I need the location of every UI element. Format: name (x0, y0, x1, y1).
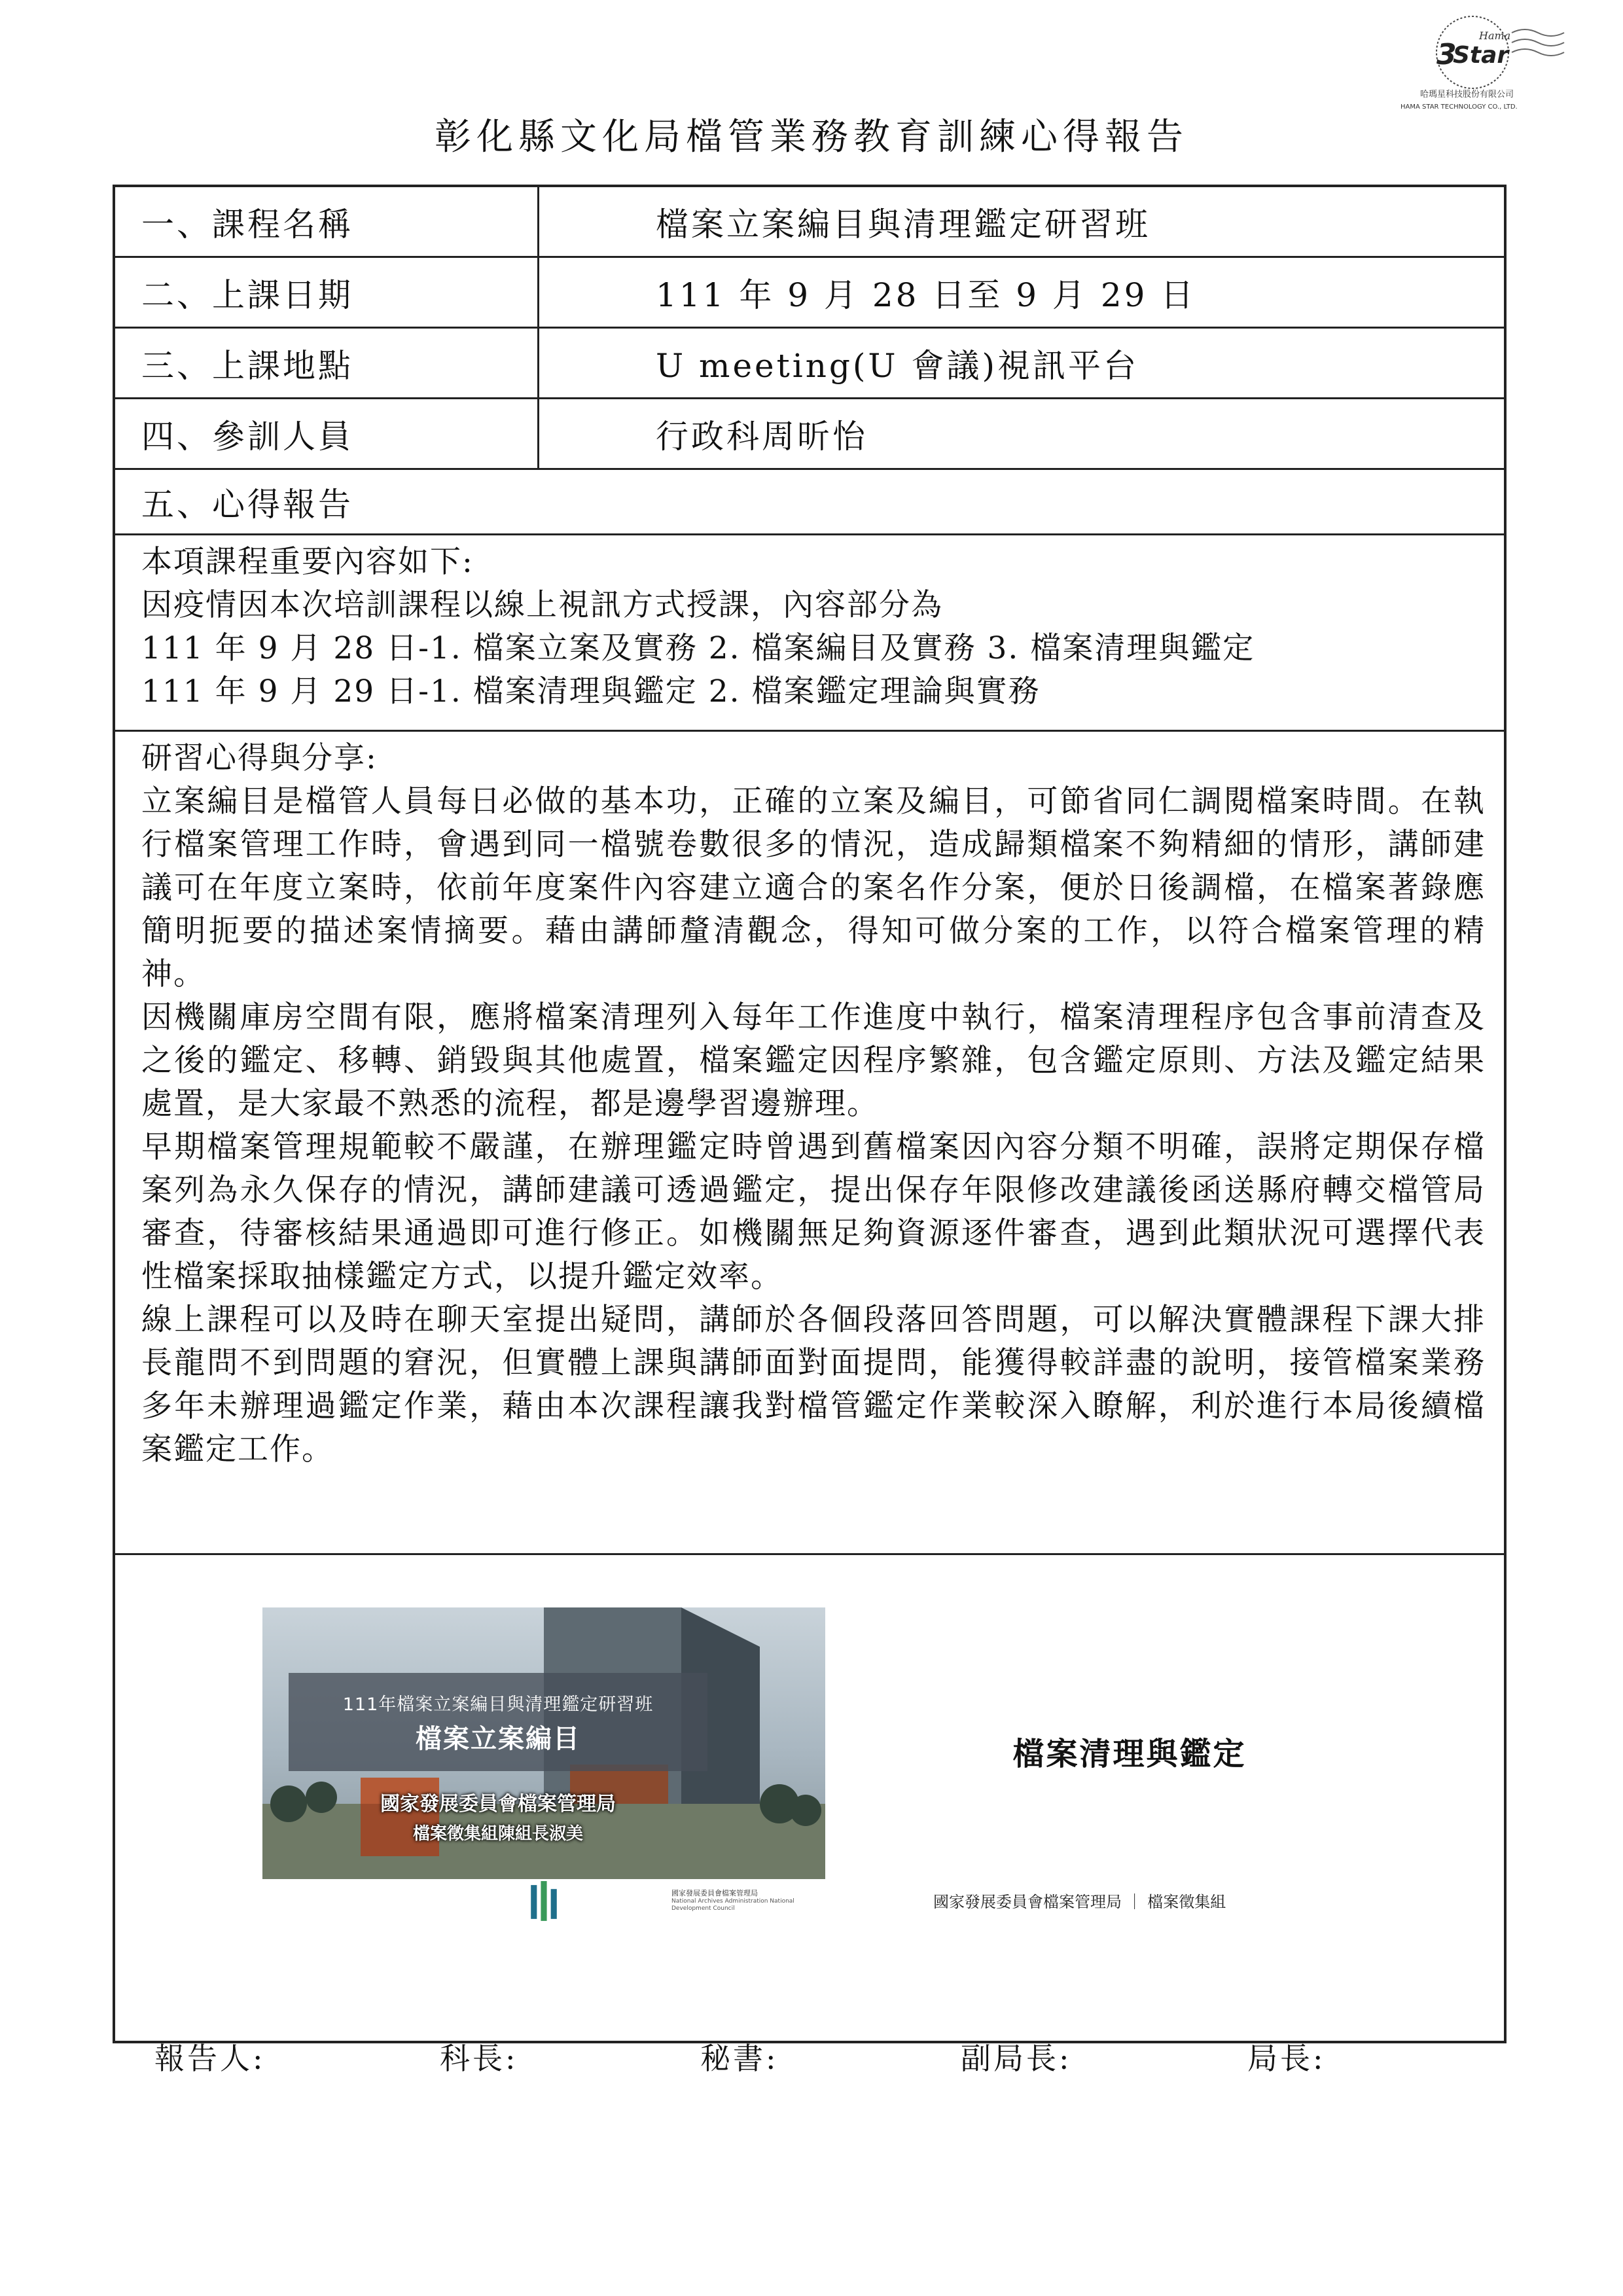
slide-org-line: 國家發展委員會檔案管理局 (380, 1793, 616, 1816)
row-label: 三、上課地點 (141, 346, 353, 385)
signature-line (0, 2029, 1623, 2088)
signature-deputy-director: 副局長: (961, 2041, 1072, 2076)
row-value: 行政科周昕怡 (537, 399, 1504, 468)
content-line: 111 年 9 月 28 日-1. 檔案立案及實務 2. 檔案編目及實務 3. 檔案清理與鑑定 (141, 630, 1255, 666)
slide-org-line: 檔案徵集組陳組長淑美 (412, 1824, 583, 1844)
course-slide-image (262, 1607, 825, 1925)
row-label: 五、心得報告 (141, 485, 353, 524)
signature-secretary: 秘書: (700, 2041, 779, 2076)
participant-row (115, 399, 1504, 470)
signature-section-chief: 科長: (440, 2041, 518, 2076)
row-label: 四、參訓人員 (141, 417, 353, 456)
row-label: 二、上課日期 (141, 276, 353, 314)
svg-text:Star: Star (1453, 42, 1509, 69)
right-panel-title: 檔案清理與鑑定 (1012, 1736, 1247, 1772)
company-stamp (1374, 13, 1584, 118)
content-line: 111 年 9 月 29 日-1. 檔案清理與鑑定 2. 檔案鑑定理論與實務 (141, 673, 1041, 709)
logo-text-en: National Archives Administration National Development Council (671, 1898, 794, 1912)
signature-reporter: 報告人: (154, 2041, 266, 2076)
course-location-row (115, 329, 1504, 399)
row-value: 111 年 9 月 28 日至 9 月 29 日 (537, 258, 1504, 327)
sharing-paragraph: 立案編目是檔管人員每日必做的基本功，正確的立案及編目，可節省同仁調閱檔案時間。在執行檔案管理工作時，會遇到同一檔號卷數很多的情況，造成歸類檔案不夠精細的情形，講師建議可在年度立案時，依前年度案件內容建立適合的案名作分案，便於日後調檔，在檔案著錄應簡明扼要的描述案情摘要。藉由講師釐清觀念，得知可做分案的工作，以符合檔案管理的精神。 (141, 783, 1486, 992)
sharing-heading: 研習心得與分享: (141, 740, 378, 776)
sharing-paragraph: 線上課程可以及時在聊天室提出疑問，講師於各個段落回答問題，可以解決實體課程下課大排長龍問不到問題的窘況，但實體上課與講師面對面提問，能獲得較詳盡的說明，接管檔案業務多年未辦理過鑑定作業，藉由本次課程讓我對檔管鑑定作業較深入瞭解，利於進行本局後續檔案鑑定工作。 (141, 1302, 1486, 1467)
course-name-row (115, 187, 1504, 258)
logo-text-zh: 國家發展委員會檔案管理局 (671, 1889, 758, 1897)
photo-area (115, 1555, 1504, 2041)
content-heading: 本項課程重要內容如下: (141, 544, 474, 580)
sharing-section (115, 732, 1504, 1555)
slide-organization (302, 1787, 694, 1844)
svg-text:HAMA STAR TECHNOLOGY CO., LTD.: HAMA STAR TECHNOLOGY CO., LTD. (1400, 103, 1518, 111)
svg-text:哈瑪星科技股份有限公司: 哈瑪星科技股份有限公司 (1420, 90, 1514, 99)
row-value: U meeting(U 會議)視訊平台 (537, 329, 1504, 397)
right-panel-footer: 國家發展委員會檔案管理局 ｜ 檔案徵集組 (933, 1893, 1226, 1911)
slide-logo-bar (262, 1879, 825, 1925)
slide-main-title: 檔案立案編目 (416, 1724, 580, 1754)
row-value: 檔案立案編目與清理鑑定研習班 (537, 187, 1504, 256)
slide-logo-text (671, 1889, 825, 1912)
slide-title-band (289, 1673, 707, 1771)
stamp-logo-icon (1374, 13, 1584, 118)
row-label: 一、課程名稱 (141, 205, 353, 243)
course-date-row (115, 258, 1504, 329)
page-title: 彰化縣文化局檔管業務教育訓練心得報告 (435, 116, 1188, 158)
slide-subtitle: 111年檔案立案編目與清理鑑定研習班 (342, 1695, 654, 1715)
sharing-paragraph: 早期檔案管理規範較不嚴謹，在辦理鑑定時曾遇到舊檔案因內容分類不明確，誤將定期保存檔案列為永久保存的情況，講師建議可透過鑑定，提出保存年限修改建議後函送縣府轉交檔管局審查，待審核結果通過即可進行修正。如機關無足夠資源逐件審查，遇到此類狀況可選擇代表性檔案採取抽樣鑑定方式，以提升鑑定效率。 (141, 1129, 1486, 1295)
report-table (113, 185, 1507, 2043)
signature-director: 局長: (1247, 2041, 1326, 2076)
svg-text:Hama: Hama (1479, 29, 1511, 42)
sharing-paragraph: 因機關庫房空間有限，應將檔案清理列入每年工作進度中執行，檔案清理程序包含事前清查及之後的鑑定、移轉、銷毀與其他處置，檔案鑑定因程序繁雜，包含鑑定原則、方法及鑑定結果處置，是大家最不熟悉的流程，都是邊學習邊辦理。 (141, 999, 1486, 1122)
svg-text:3: 3 (1436, 38, 1457, 71)
course-content-section (115, 535, 1504, 732)
report-section-header (115, 470, 1504, 535)
content-line: 因疫情因本次培訓課程以線上視訊方式授課，內容部分為 (141, 587, 943, 623)
